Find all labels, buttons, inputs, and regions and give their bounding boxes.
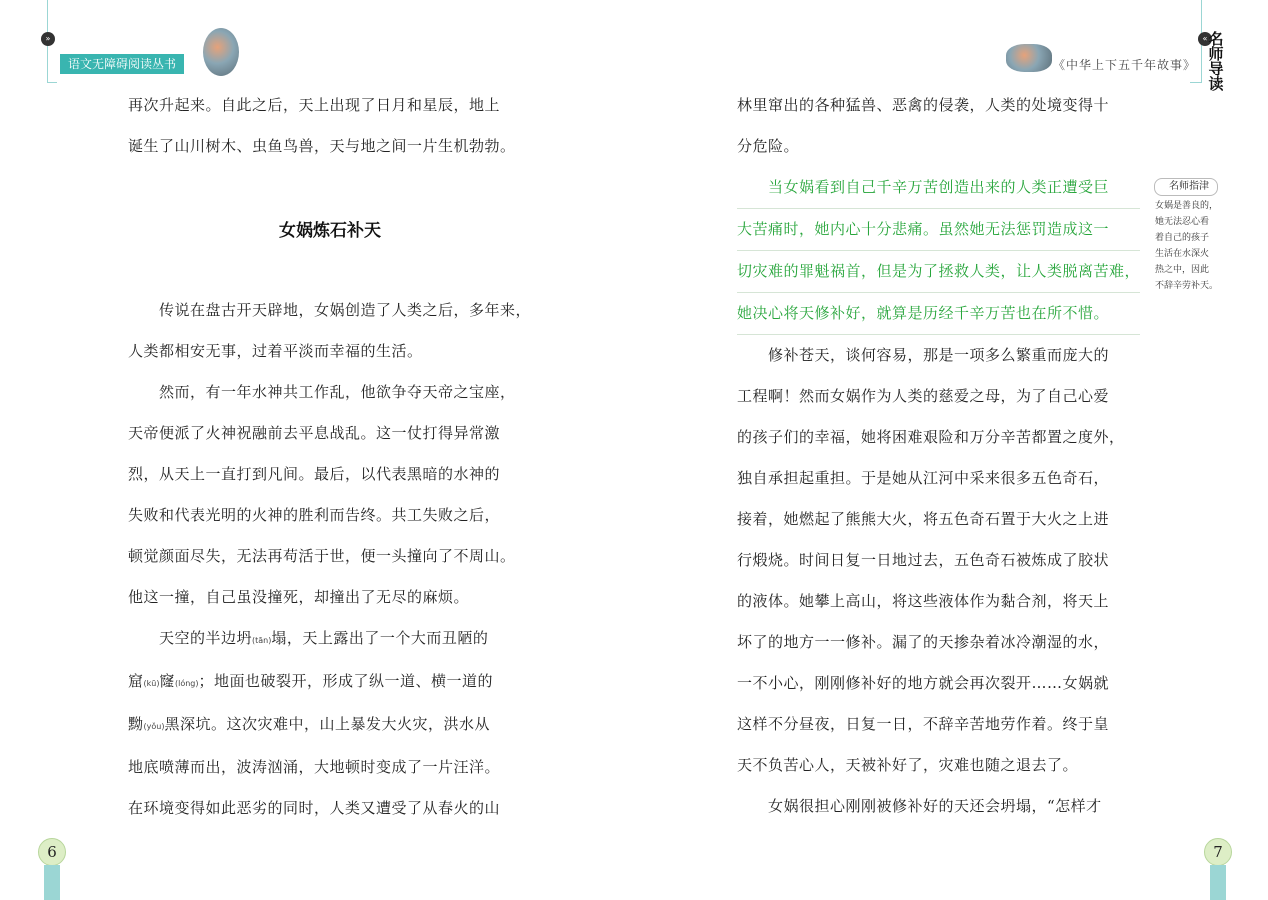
text-line: 林里窜出的各种猛兽、恶禽的侵袭，人类的处境变得十 <box>737 96 1110 114</box>
book-title: 《中华上下五千年故事》 <box>1052 58 1196 72</box>
note-line: 不辞辛劳补天。 <box>1155 281 1219 291</box>
text-line: 然而，有一年水神共工作乱，他欲争夺天帝之宝座， <box>159 383 516 401</box>
highlight-line: 当女娲看到自己千辛万苦创造出来的人类正遭受巨 <box>737 167 1140 209</box>
pinyin-annotation: (tān) <box>252 636 272 645</box>
text-segment: 窿 <box>159 672 175 690</box>
text-line: 顿觉颜面尽失，无法再苟活于世，便一头撞向了不周山。 <box>128 547 516 565</box>
text-line: 烈，从天上一直打到凡间。最后，以代表黑暗的水神的 <box>128 465 501 483</box>
text-line: 工程啊！然而女娲作为人类的慈爱之母，为了自己心爱 <box>737 387 1110 405</box>
text-line: 行煅烧。时间日复一日地过去，五色奇石被炼成了胶状 <box>737 551 1110 569</box>
section-title-vertical <box>1208 32 1224 92</box>
text-segment: ；地面也破裂开，形成了纵一道、横一道的 <box>198 672 494 690</box>
text-line: 天帝便派了火神祝融前去平息战乱。这一仗打得异常激 <box>128 424 501 442</box>
highlight-line: 她决心将天修补好，就算是历经千辛万苦也在所不惜。 <box>737 293 1140 335</box>
pinyin-annotation: (yǒu) <box>143 722 165 731</box>
title-char: 导 <box>1208 60 1224 78</box>
text-line: 地底喷薄而出，波涛汹涌，大地顿时变成了一片汪洋。 <box>128 758 501 776</box>
text-line: 一不小心，刚刚修补好的地方就会再次裂开……女娲就 <box>737 674 1110 692</box>
text-line <box>128 618 531 661</box>
text-line: 坏了的地方一一修补。漏了的天掺杂着冰冷潮湿的水， <box>737 633 1110 651</box>
text-line: 他这一撞，自己虽没撞死，却撞出了无尽的麻烦。 <box>128 588 470 606</box>
page-number-bar <box>1210 865 1226 900</box>
text-line: 独自承担起重担。于是她从江河中采来很多五色奇石， <box>737 469 1110 487</box>
header-illustration <box>1006 44 1052 72</box>
note-line: 生活在水深火 <box>1155 249 1210 259</box>
highlight-line: 大苦痛时，她内心十分悲痛。虽然她无法惩罚造成这一 <box>737 209 1140 251</box>
pinyin-annotation: (kū) <box>143 679 160 688</box>
margin-note <box>1155 198 1227 294</box>
note-line: 热之中，因此 <box>1155 265 1210 275</box>
series-label: 语文无障碍阅读丛书 <box>60 54 184 74</box>
note-line: 她无法忍心看 <box>1155 217 1210 227</box>
text-line: 人类都相安无事，过着平淡而幸福的生活。 <box>128 342 423 360</box>
text-line: 传说在盘古开天辟地，女娲创造了人类之后，多年来， <box>159 301 532 319</box>
text-line: 的液体。她攀上高山，将这些液体作为黏合剂，将天上 <box>737 592 1110 610</box>
text-line: 再次升起来。自此之后，天上出现了日月和星辰，地上 <box>128 96 501 114</box>
text-line: 的孩子们的幸福，她将困难艰险和万分辛苦都置之度外， <box>737 428 1125 446</box>
highlight-line: 切灾难的罪魁祸首，但是为了拯救人类，让人类脱离苦难， <box>737 251 1140 293</box>
page-number-bar <box>44 865 60 900</box>
left-body-text <box>128 290 531 829</box>
text-line: 天不负苦心人，天被补好了，灾难也随之退去了。 <box>737 756 1079 774</box>
text-line: 这样不分昼夜，日复一日，不辞辛苦地劳作着。终于皇 <box>737 715 1110 733</box>
note-line: 着自己的孩子 <box>1155 233 1210 243</box>
note-line: 女娲是善良的， <box>1155 201 1219 211</box>
chevron-right-icon: » <box>41 32 55 46</box>
margin-note-tag: 名师指津 <box>1154 178 1218 196</box>
text-segment: 窟 <box>128 672 144 690</box>
chapter-title: 女娲炼石补天 <box>279 221 381 241</box>
left-top-text <box>128 85 516 167</box>
text-line: 失败和代表光明的火神的胜利而告终。共工失败之后， <box>128 506 501 524</box>
chevron-left-icon: « <box>1198 32 1212 46</box>
right-body-text <box>737 85 1140 827</box>
page-number: 7 <box>1204 838 1232 866</box>
pinyin-annotation: (lóng) <box>174 679 199 688</box>
text-segment: 黑深坑。这次灾难中，山上暴发大火灾，洪水从 <box>164 715 490 733</box>
header-illustration <box>203 28 239 76</box>
text-line: 分危险。 <box>737 137 800 155</box>
text-segment: 天空的半边坍 <box>159 629 253 647</box>
text-line <box>128 704 531 747</box>
text-line: 在环境变得如此恶劣的同时，人类又遭受了从春火的山 <box>128 799 501 817</box>
title-char: 名 <box>1208 30 1224 48</box>
header-rule-tick <box>47 82 57 83</box>
text-segment: 塌，天上露出了一个大而丑陋的 <box>271 629 489 647</box>
header-rule-tick <box>1190 82 1202 83</box>
text-line: 接着，她燃起了熊熊大火，将五色奇石置于大火之上进 <box>737 510 1110 528</box>
text-line: 诞生了山川树木、虫鱼鸟兽，天与地之间一片生机勃勃。 <box>128 137 516 155</box>
text-line <box>128 661 531 704</box>
text-segment: 黝 <box>128 715 144 733</box>
title-char: 读 <box>1208 75 1224 93</box>
text-line: 女娲很担心刚刚被修补好的天还会坍塌，“怎样才 <box>768 797 1102 815</box>
right-page <box>634 0 1268 900</box>
title-char: 师 <box>1208 45 1224 63</box>
page-number: 6 <box>38 838 66 866</box>
text-line: 修补苍天，谈何容易，那是一项多么繁重而庞大的 <box>768 346 1110 364</box>
